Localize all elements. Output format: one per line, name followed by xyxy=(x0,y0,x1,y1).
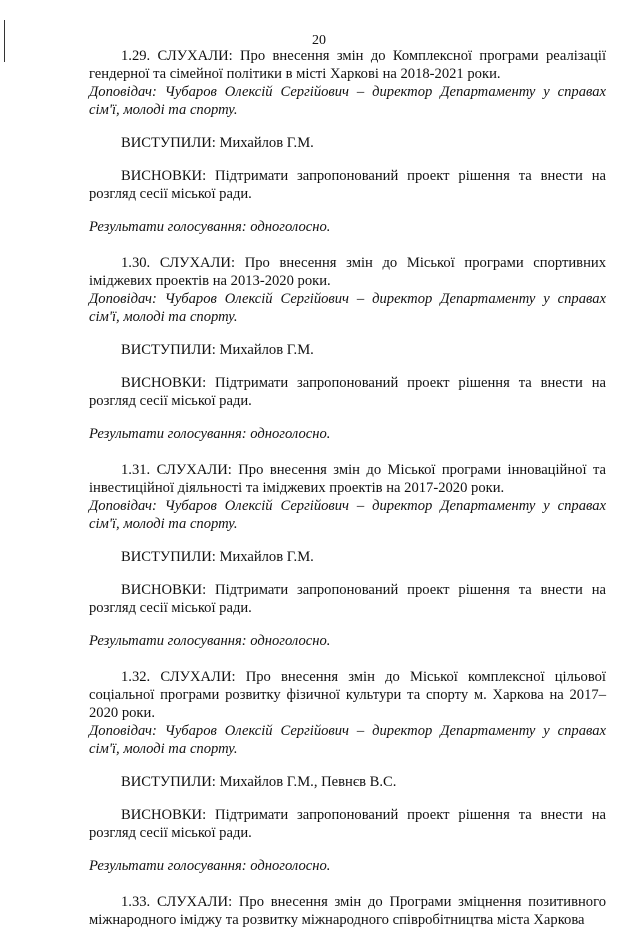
spoke-paragraph: ВИСТУПИЛИ: Михайлов Г.М. xyxy=(121,135,314,151)
agenda-item-1-30 xyxy=(89,254,606,443)
document-body xyxy=(89,47,606,929)
heard-paragraph: 1.33. СЛУХАЛИ: Про внесення змін до Програми зміцнення позитивного міжнародного іміджу та розвитку міжнародного співробітництва міста Харкова xyxy=(89,894,606,928)
conclusions-paragraph: ВИСНОВКИ: Підтримати запропонований проект рішення та внести на розгляд сесії міської ради. xyxy=(89,807,606,841)
spoke-paragraph: ВИСТУПИЛИ: Михайлов Г.М. xyxy=(121,342,314,358)
reporter-paragraph: Доповідач: Чубаров Олексій Сергійович – директор Департаменту у справах сім'ї, молоді та спорту. xyxy=(89,84,606,118)
reporter-paragraph: Доповідач: Чубаров Олексій Сергійович – директор Департаменту у справах сім'ї, молоді та спорту. xyxy=(89,291,606,325)
voting-results: Результати голосування: одноголосно. xyxy=(89,219,331,235)
reporter-paragraph: Доповідач: Чубаров Олексій Сергійович – директор Департаменту у справах сім'ї, молоді та спорту. xyxy=(89,723,606,757)
heard-paragraph: 1.31. СЛУХАЛИ: Про внесення змін до Міської програми інноваційної та інвестиційної діяльності та іміджевих проектів на 2017-2020 роки. xyxy=(89,462,606,496)
spoke-paragraph: ВИСТУПИЛИ: Михайлов Г.М., Певнєв В.С. xyxy=(121,774,397,790)
heard-paragraph: 1.29. СЛУХАЛИ: Про внесення змін до Комплексної програми реалізації гендерної та сімейної політики в місті Харкові на 2018-2021 роки. xyxy=(89,48,606,82)
spoke-paragraph: ВИСТУПИЛИ: Михайлов Г.М. xyxy=(121,549,314,565)
agenda-item-1-29 xyxy=(89,47,606,236)
agenda-item-1-33 xyxy=(89,893,606,929)
heard-paragraph: 1.30. СЛУХАЛИ: Про внесення змін до Міської програми спортивних іміджевих проектів на 2013-2020 роки. xyxy=(89,255,606,289)
voting-results: Результати голосування: одноголосно. xyxy=(89,858,331,874)
conclusions-paragraph: ВИСНОВКИ: Підтримати запропонований проект рішення та внести на розгляд сесії міської ради. xyxy=(89,375,606,409)
voting-results: Результати голосування: одноголосно. xyxy=(89,426,331,442)
conclusions-paragraph: ВИСНОВКИ: Підтримати запропонований проект рішення та внести на розгляд сесії міської ради. xyxy=(89,168,606,202)
agenda-item-1-31 xyxy=(89,461,606,650)
agenda-item-1-32 xyxy=(89,668,606,875)
voting-results: Результати голосування: одноголосно. xyxy=(89,633,331,649)
conclusions-paragraph: ВИСНОВКИ: Підтримати запропонований проект рішення та внести на розгляд сесії міської ради. xyxy=(89,582,606,616)
reporter-paragraph: Доповідач: Чубаров Олексій Сергійович – директор Департаменту у справах сім'ї, молоді та спорту. xyxy=(89,498,606,532)
page-number: 20 xyxy=(312,33,326,48)
heard-paragraph: 1.32. СЛУХАЛИ: Про внесення змін до Міської комплексної цільової соціальної програми розвитку фізичної культури та спорту м. Харкова на 2017–2020 роки. xyxy=(89,669,606,721)
